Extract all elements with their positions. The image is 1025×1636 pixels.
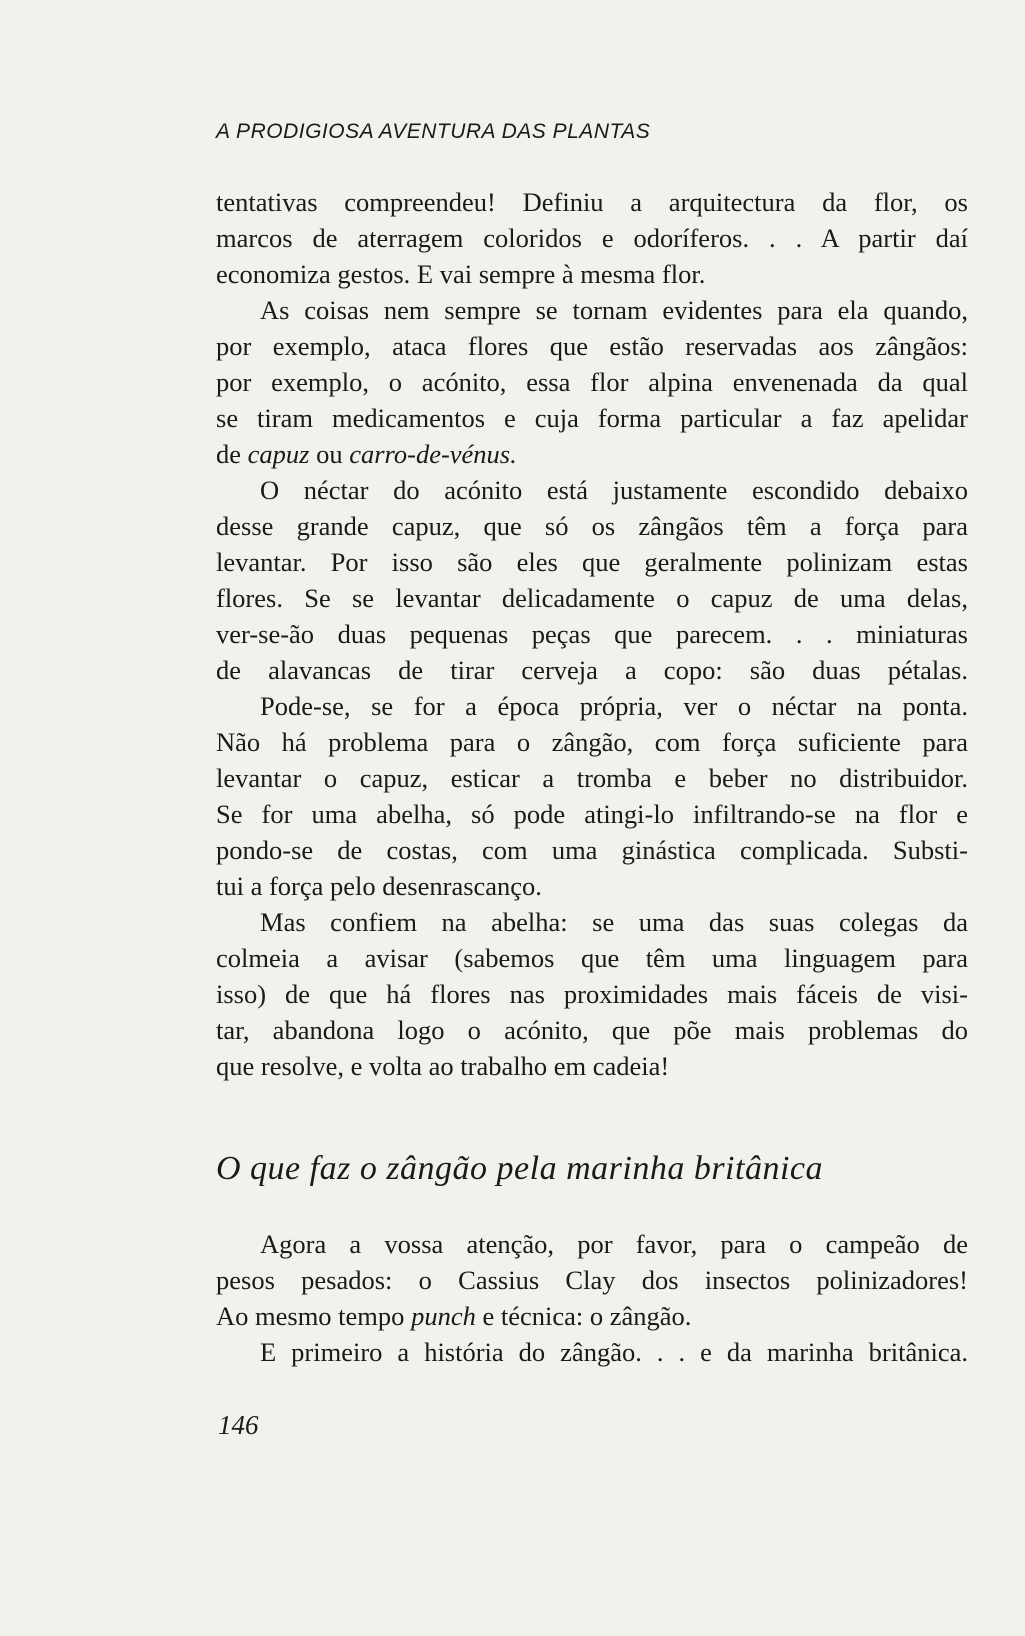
text-line-mixed <box>216 436 968 472</box>
text-run: e técnica: o zângão. <box>482 1301 692 1331</box>
text-run: ou <box>316 439 343 469</box>
text-run: Ao mesmo tempo <box>216 1301 405 1331</box>
text-line-mixed <box>216 1298 968 1334</box>
italic-term: carro-de-vénus. <box>349 439 517 469</box>
text-line: flores. Se se levantar delicadamente o capuz de uma delas, <box>216 583 968 613</box>
text-line: tui a força pelo desenrascanço. <box>216 871 542 901</box>
text-line: O néctar do acónito está justamente escondido debaixo <box>260 475 968 505</box>
italic-term: punch <box>411 1301 476 1331</box>
text-line: levantar. Por isso são eles que geralmente polinizam estas <box>216 547 968 577</box>
page-number: 146 <box>218 1410 259 1440</box>
text-line: Mas confiem na abelha: se uma das suas colegas da <box>260 907 968 937</box>
text-line: Agora a vossa atenção, por favor, para o campeão de <box>260 1229 968 1259</box>
text-line: Não há problema para o zângão, com força suficiente para <box>216 727 968 757</box>
text-line: economiza gestos. E vai sempre à mesma flor. <box>216 259 706 289</box>
text-line: tar, abandona logo o acónito, que põe mais problemas do <box>216 1015 968 1045</box>
text-line: E primeiro a história do zângão. . . e da marinha britânica. <box>260 1337 968 1367</box>
text-line: desse grande capuz, que só os zângãos têm a força para <box>216 511 968 541</box>
text-line: levantar o capuz, esticar a tromba e beber no distribuidor. <box>216 763 968 793</box>
text-run: de <box>216 439 242 469</box>
text-line: tentativas compreendeu! Definiu a arquitectura da flor, os <box>216 187 968 217</box>
text-line: colmeia a avisar (sabemos que têm uma linguagem para <box>216 943 968 973</box>
text-line: ver-se-ão duas pequenas peças que parecem. . . miniaturas <box>216 619 968 649</box>
text-line: Pode-se, se for a época própria, ver o néctar na ponta. <box>260 691 968 721</box>
body-text <box>216 184 968 1084</box>
text-line: por exemplo, ataca flores que estão reservadas aos zângãos: <box>216 331 968 361</box>
text-line: por exemplo, o acónito, essa flor alpina envenenada da qual <box>216 367 968 397</box>
text-line: pondo-se de costas, com uma ginástica complicada. Substi- <box>216 835 968 865</box>
section-text <box>216 1226 968 1370</box>
text-line: marcos de aterragem coloridos e odoríferos. . . A partir daí <box>216 223 968 253</box>
text-line: isso) de que há flores nas proximidades mais fáceis de visi- <box>216 979 968 1009</box>
running-head: A PRODIGIOSA AVENTURA DAS PLANTAS <box>216 120 651 143</box>
text-line: que resolve, e volta ao trabalho em cadeia! <box>216 1051 670 1081</box>
text-line: se tiram medicamentos e cuja forma particular a faz apelidar <box>216 403 968 433</box>
section-heading: O que faz o zângão pela marinha britânica <box>216 1150 823 1187</box>
text-line: de alavancas de tirar cerveja a copo: são duas pétalas. <box>216 655 968 685</box>
text-line: As coisas nem sempre se tornam evidentes para ela quando, <box>260 295 968 325</box>
italic-term: capuz <box>247 439 310 469</box>
text-line: Se for uma abelha, só pode atingi-lo infiltrando-se na flor e <box>216 799 968 829</box>
text-line: pesos pesados: o Cassius Clay dos insectos polinizadores! <box>216 1265 968 1295</box>
